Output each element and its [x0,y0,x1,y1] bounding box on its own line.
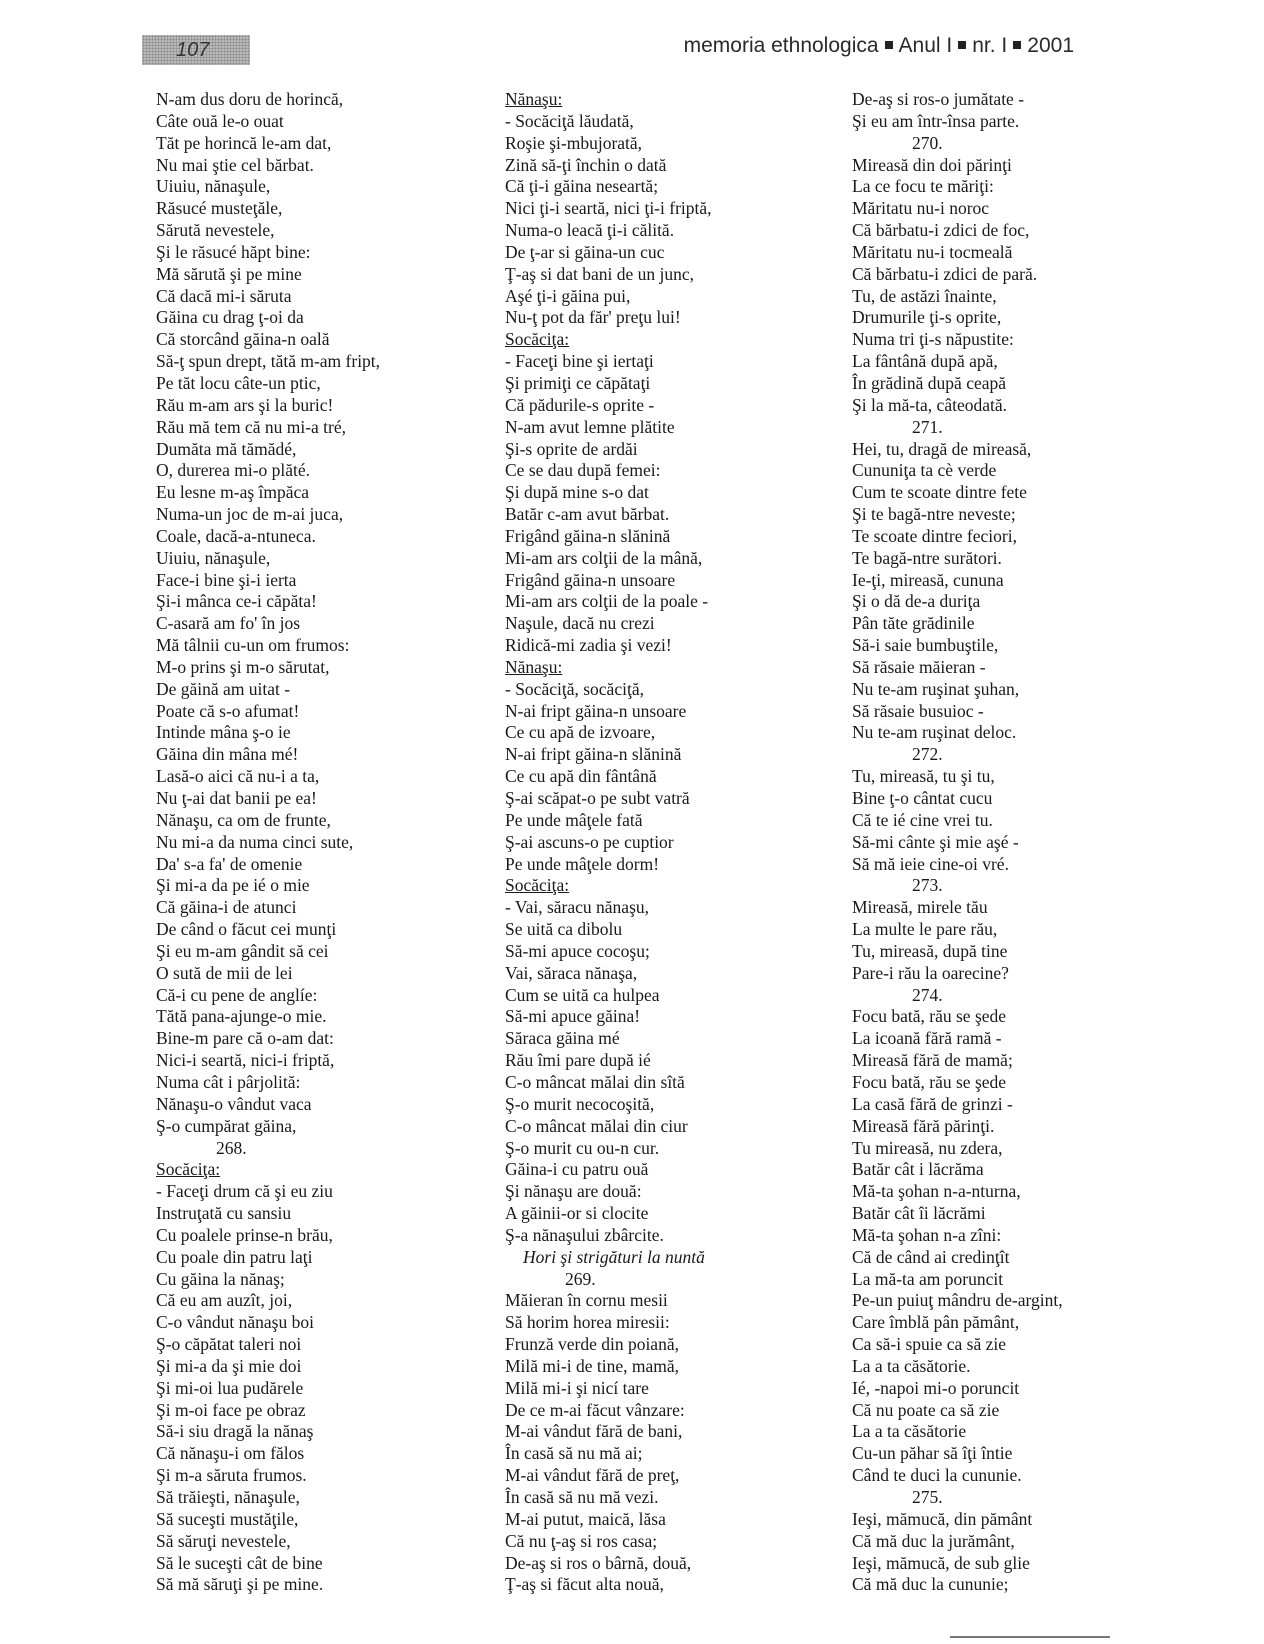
verse-line: Bine ţ-o cântat cucu [852,788,993,808]
verse-line: Nu mi-a da numa cinci sute, [156,831,354,852]
verse-line: M-ai vândut fără de bani, [505,1421,683,1442]
verse-line: Că dacă mi-i săruta [156,285,292,306]
verse-line: C-o mâncat mălai din ciur [505,1115,688,1136]
verse-line: Mireasă fără de mamă; [852,1050,1013,1071]
verse-line: În casă să nu mă vezi. [505,1487,659,1507]
verse-line: - Vai, săracu nănaşu, [505,897,649,918]
verse-line: La multe le pare rău, [852,919,998,940]
stanza-number: 275. [912,1487,943,1507]
verse-line: Să răsaie măieran - [852,656,986,677]
verse-line: Frunză verde din poiană, [505,1334,679,1355]
verse-line: Ş-o murit cu ou-n cur. [505,1137,660,1158]
verse-line: C-asară am fo' în jos [156,613,301,634]
verse-line: Numa tri ţi-s năpustite: [852,329,1014,350]
verse-line: De-aş si ros o bârnă, două, [505,1552,692,1573]
verse-line: Pe unde mâţele fată [505,809,643,830]
verse-line: Că ţi-i găina neseartă; [505,176,659,197]
separator-square-icon [1013,41,1021,49]
verse-line: Milă mi-i şi nicí tare [505,1377,649,1398]
verse-line: Ridică-mi zadia şi vezi! [505,635,672,656]
verse-line: Uiuiu, nănaşule, [156,176,271,197]
verse-line: Ş-o cumpărat găina, [156,1115,297,1136]
text-column-2 [505,89,835,1596]
verse-line: Numa cât i pârjolită: [156,1071,301,1092]
verse-line: Rău mă tem că nu mi-a tré, [156,416,346,437]
verse-line: De când o făcut cei munţi [156,919,337,940]
verse-line: Dumăta mă tămădé, [156,438,297,459]
stanza-number: 273. [912,875,943,896]
verse-line: Tu, mireasă, tu şi tu, [852,766,995,787]
verse-line: Numa-un joc de m-ai juca, [156,504,344,525]
verse-line: Să-i siu dragă la nănaş [156,1421,314,1442]
verse-line: N-am avut lemne plătite [505,416,675,437]
verse-line: Că eu am auzît, joi, [156,1290,293,1311]
verse-line: Cum te scoate dintre fete [852,482,1027,503]
verse-line: Ce cu apă din fântână [505,766,657,787]
verse-line: Să horim horea miresii: [505,1312,670,1333]
verse-line: Să-i saie bumbuştile, [852,635,999,656]
year-label: 2001 [1027,34,1074,57]
verse-line: Batăr c-am avut bărbat. [505,504,670,525]
verse-line: Cum se uită ca hulpea [505,984,660,1005]
volume-label: Anul I [898,34,953,57]
verse-line: N-ai fript găina-n unsoare [505,700,687,721]
verse-line: Că mă duc la cununie; [852,1574,1009,1595]
verse-line: Mi-am ars colţii de la mână, [505,547,703,568]
verse-line: C-o mâncat mălai din sîtă [505,1071,685,1092]
verse-line: Lasă-o aici că nu-i a ta, [156,766,320,787]
verse-line: Găina-i cu patru ouă [505,1159,649,1180]
verse-line: Găina cu drag ţ-oi da [156,307,304,328]
verse-line: - Socăciţă lăudată, [505,110,634,131]
verse-line: Că găina-i de atunci [156,897,297,918]
verse-line: Mă tâlnii cu-un om frumos: [156,635,350,656]
verse-line: Numa-o leacă ţi-i călită. [505,220,675,241]
verse-line: - Faceţi drum că şi eu ziu [156,1181,333,1202]
verse-line: Rău îmi pare după ié [505,1050,651,1071]
separator-square-icon [958,41,966,49]
verse-line: Nu mai ştie cel bărbat. [156,154,314,175]
verse-line: Şi nănaşu are două: [505,1181,642,1202]
verse-line: Te scoate dintre feciori, [852,525,1017,546]
verse-line: Că mă duc la jurământ, [852,1530,1015,1551]
verse-line: Că bărbatu-i zdici de foc, [852,220,1030,241]
verse-line: Mă-ta şohan n-a zîni: [852,1224,1002,1245]
verse-line: Ţ-aş si făcut alta nouă, [505,1574,664,1595]
verse-line: Zină să-ţi închin o dată [505,154,667,175]
verse-line: Şi te bagă-ntre neveste; [852,504,1016,525]
stanza-number: 274. [912,984,943,1005]
verse-line: Să-mi apuce găina! [505,1006,641,1027]
verse-line: Măieran în cornu mesii [505,1290,668,1311]
stanza-number: 271. [912,416,943,437]
verse-line: Să suceşti mustăţile, [156,1508,299,1529]
verse-line: De găină am uitat - [156,678,291,699]
verse-line: Ş-o căpătat taleri noi [156,1334,302,1355]
verse-line: Că bărbatu-i zdici de pară. [852,263,1038,284]
separator-square-icon [885,41,893,49]
verse-line: Vai, săraca nănaşa, [505,962,638,983]
verse-line: La fântână după apă, [852,351,998,372]
verse-line: Tăt pe horincă le-am dat, [156,132,332,153]
verse-line: Mi-am ars colţii de la poale - [505,591,709,612]
verse-line: Ca să-i spuie ca să zie [852,1334,1007,1355]
verse-line: Frigând găina-n slănină [505,525,671,546]
verse-line: M-o prins şi m-o sărutat, [156,656,330,677]
verse-line: Naşule, dacă nu crezi [505,613,655,634]
verse-line: Şi la mă-ta, câteodată. [852,394,1007,415]
verse-line: O, durerea mi-o plăté. [156,460,311,481]
verse-line: Ieşi, mămucă, de sub glie [852,1552,1030,1573]
verse-line: Ce cu apă de izvoare, [505,722,656,743]
verse-line: Pe unde mâţele dorm! [505,853,660,874]
verse-line: Pe tăt locu câte-un ptic, [156,372,321,393]
verse-line: Şi eu am într-însa parte. [852,110,1020,131]
verse-line: Şi mi-a da pe ié o mie [156,875,310,896]
verse-line: Care îmblă pân pământ, [852,1312,1020,1333]
text-column-3 [852,89,1182,1596]
verse-line: Mă-ta şohan n-a-nturna, [852,1181,1021,1202]
verse-line: Cu-un păhar să îţi întie [852,1443,1013,1464]
verse-line: Că de când ai credinţît [852,1246,1010,1267]
verse-line: Tu, de astăzi înainte, [852,285,997,306]
verse-line: Cu găina la nănaş; [156,1268,285,1289]
verse-line: Batăr cât îi lăcrămi [852,1203,986,1224]
verse-line: Focu bată, rău se şede [852,1006,1007,1027]
verse-line: - Socăciţă, socăciţă, [505,678,644,699]
verse-line: Nu te-am ruşinat deloc. [852,722,1017,743]
verse-line: Nici-i seartă, nici-i friptă, [156,1050,335,1071]
speaker-label: Socăciţa: [505,329,570,350]
verse-line: Şi m-a săruta frumos. [156,1465,307,1486]
verse-line: Te bagă-ntre surători. [852,547,1002,568]
page-number: 107 [142,35,250,65]
verse-line: Mireasă fără părinţi. [852,1115,995,1136]
verse-line: Răsucé musteţăle, [156,198,283,219]
verse-line: Măritatu nu-i tocmeală [852,241,1013,262]
verse-line: Face-i bine şi-i ierta [156,569,297,590]
verse-line: Găina din mâna mé! [156,744,299,765]
verse-line: Ş-a nănaşului zbârcite. [505,1224,664,1245]
stanza-number: 268. [216,1137,247,1158]
verse-line: Să trăieşti, nănaşule, [156,1487,300,1507]
verse-line: Rău m-am ars şi la buric! [156,394,334,415]
verse-line: Şi eu m-am gândit să cei [156,940,329,961]
verse-line: Milă mi-i de tine, mamă, [505,1355,679,1376]
stanza-number: 270. [912,132,943,153]
verse-line: Roşie şi-mbujorată, [505,132,643,153]
verse-line: Că te ié cine vrei tu. [852,809,993,830]
verse-line: Să mă săruţi şi pe mine. [156,1574,324,1595]
verse-line: N-am dus doru de horincă, [156,89,344,109]
verse-line: Frigând găina-n unsoare [505,569,676,590]
verse-line: Şi o dă de-a duriţa [852,591,981,612]
verse-line: Ié, -napoi mi-o poruncit [852,1377,1020,1398]
verse-line: Pe-un puiuţ mândru de-argint, [852,1290,1063,1311]
section-title: Hori şi strigături la nuntă [523,1246,705,1267]
verse-line: De ţ-ar si găina-un cuc [505,241,665,262]
verse-line: La ce focu te măriţi: [852,176,994,197]
verse-line: Coale, dacă-a-ntuneca. [156,525,316,546]
verse-line: Mă sărută şi pe mine [156,263,302,284]
verse-line: Să săruţi nevestele, [156,1530,291,1551]
issue-label: nr. I [972,34,1008,57]
verse-line: Că pădurile-s oprite - [505,394,655,415]
verse-line: Că-i cu pene de anglíe: [156,984,318,1005]
verse-line: Se uită ca dibolu [505,919,623,940]
footer-rule [950,1636,1110,1638]
verse-line: Să-ţ spun drept, tătă m-am fript, [156,351,381,372]
verse-line: Măritatu nu-i noroc [852,198,990,219]
verse-line: A găinii-or si clocite [505,1203,649,1224]
verse-line: Să-mi apuce cocoşu; [505,940,650,961]
verse-line: C-o vândut nănaşu boi [156,1312,314,1333]
verse-line: Tu, mireasă, după tine [852,940,1008,961]
verse-line: Şi mi-oi lua pudărele [156,1377,304,1398]
verse-line: Pân tăte grădinile [852,613,975,634]
verse-line: La icoană fără ramă - [852,1028,1002,1049]
verse-line: Să răsaie busuioc - [852,700,984,721]
verse-line: Nu ţ-ai dat banii pe ea! [156,788,317,808]
verse-line: Batăr cât i lăcrăma [852,1159,984,1180]
verse-line: Că nu ţ-aş si ros casa; [505,1530,658,1551]
speaker-label: Nănaşu: [505,89,563,109]
verse-line: De ce m-ai făcut vânzare: [505,1399,685,1420]
stanza-number: 269. [565,1268,596,1289]
verse-line: În grădină după ceapă [852,372,1007,393]
speaker-label: Socăciţa: [505,875,570,896]
verse-line: Poate că s-o afumat! [156,700,300,721]
verse-line: Cu poalele prinse-n brău, [156,1224,333,1245]
verse-line: Că storcând găina-n oală [156,329,330,350]
verse-line: La casă fără de grinzi - [852,1093,1013,1114]
verse-line: Focu bată, rău se şede [852,1071,1007,1092]
verse-line: Săraca găina mé [505,1028,620,1049]
verse-line: Intinde mâna ş-o ie [156,722,291,743]
verse-line: Drumurile ţi-s oprite, [852,307,1002,328]
verse-line: Ieşi, mămucă, din pământ [852,1508,1033,1529]
verse-line: N-ai fript găina-n slănină [505,744,682,765]
verse-line: Nici ţi-i seartă, nici ţi-i friptă, [505,198,712,219]
verse-line: Cu poale din patru laţi [156,1246,313,1267]
verse-line: Ş-ai scăpat-o pe subt vatră [505,788,690,808]
verse-line: Ţ-aş si dat bani de un junc, [505,263,695,284]
verse-line: Ie-ţi, mireasă, cununa [852,569,1004,590]
verse-line: Aşé ţi-i găina pui, [505,285,631,306]
verse-line: Uiuiu, nănaşule, [156,547,271,568]
verse-line: O sută de mii de lei [156,962,293,983]
verse-line: Mireasă din doi părinţi [852,154,1012,175]
verse-line: Da' s-a fa' de omenie [156,853,303,874]
verse-line: Când te duci la cununie. [852,1465,1022,1486]
verse-line: Tu mireasă, nu zdera, [852,1137,1003,1158]
verse-line: Instruţată cu sansiu [156,1203,292,1224]
verse-line: Şi-i mânca ce-i căpăta! [156,591,317,612]
verse-line: În casă să nu mă ai; [505,1443,643,1464]
verse-line: Eu lesne m-aş împăca [156,482,310,503]
speaker-label: Socăciţa: [156,1159,221,1180]
verse-line: Nu te-am ruşinat şuhan, [852,678,1020,699]
verse-line: Pare-i rău la oarecine? [852,962,1009,983]
verse-line: Tătă pana-ajunge-o mie. [156,1006,327,1027]
verse-line: Să mă ieie cine-oi vré. [852,853,1009,874]
verse-line: Hei, tu, dragă de mireasă, [852,438,1032,459]
verse-line: De-aş si ros-o jumătate - [852,89,1025,109]
text-column-1 [156,89,486,1596]
running-header [684,34,1074,58]
verse-line: Nu-ţ pot da făr' preţu lui! [505,307,681,328]
verse-line: M-ai putut, maică, lăsa [505,1508,666,1529]
verse-line: La mă-ta am poruncit [852,1268,1004,1289]
verse-line: Că nănaşu-i om fălos [156,1443,305,1464]
verse-line: Nănaşu, ca om de frunte, [156,809,331,830]
verse-line: Mireasă, mirele tău [852,897,988,918]
verse-line: Ş-o murit necocoşită, [505,1093,655,1114]
verse-line: Şi m-oi face pe obraz [156,1399,306,1420]
verse-line: Şi le răsucé hăpt bine: [156,241,311,262]
verse-line: Sărută nevestele, [156,220,275,241]
verse-line: - Faceţi bine şi iertaţi [505,351,654,372]
verse-line: Să-mi cânte şi mie aşé - [852,831,1019,852]
verse-line: Şi mi-a da şi mie doi [156,1355,302,1376]
verse-line: Ş-ai ascuns-o pe cuptior [505,831,674,852]
verse-line: Şi după mine s-o dat [505,482,649,503]
verse-line: Că nu poate ca să zie [852,1399,1000,1420]
speaker-label: Nănaşu: [505,656,563,677]
verse-line: Bine-m pare că o-am dat: [156,1028,334,1049]
verse-line: Nănaşu-o vândut vaca [156,1093,312,1114]
verse-line: Şi-s oprite de ardăi [505,438,638,459]
verse-line: La a ta căsătorie. [852,1355,971,1376]
verse-line: M-ai vândut fără de preţ, [505,1465,680,1486]
verse-line: Să le suceşti cât de bine [156,1552,323,1573]
verse-line: La a ta căsătorie [852,1421,967,1442]
stanza-number: 272. [912,744,943,765]
verse-line: Şi primiţi ce căpătaţi [505,372,651,393]
verse-line: Ce se dau după femei: [505,460,661,481]
verse-line: Cununiţa ta cè verde [852,460,997,481]
verse-line: Câte ouă le-o ouat [156,110,284,131]
journal-title: memoria ethnologica [683,34,879,57]
